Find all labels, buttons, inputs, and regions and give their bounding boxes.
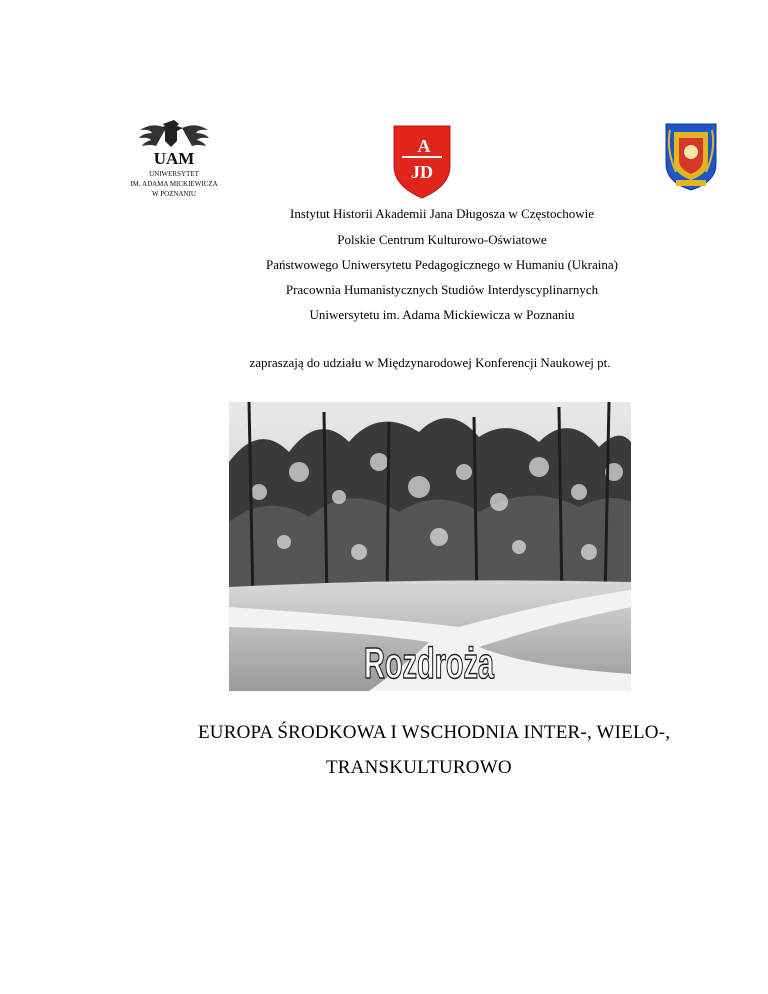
ajd-shield-logo: [392, 124, 452, 200]
uam-letters: UAM: [153, 149, 195, 168]
university-crest-icon: [664, 120, 718, 192]
institution-line-4: Pracownia Humanistycznych Studiów Interdyscyplinarnych: [285, 282, 599, 297]
photo-caption: Rozdroża: [364, 639, 495, 688]
conference-title-line-1: EUROPA ŚRODKOWA I WSCHODNIA INTER-, WIELO-,: [198, 722, 671, 743]
ajd-bottom-letters: JD: [411, 162, 433, 182]
uam-line3: W POZNANIU: [151, 190, 197, 198]
conference-title-line-2: TRANSKULTUROWO: [326, 757, 512, 778]
invitation-text: zapraszają do udziału w Międzynarodowej Konferencji Naukowej pt.: [249, 355, 611, 370]
uam-line1: UNIWERSYTET: [149, 170, 199, 178]
institution-line-3: Państwowego Uniwersytetu Pedagogicznego w Humaniu (Ukraina): [266, 257, 618, 272]
crossroads-photo: [229, 402, 631, 691]
institution-line-5: Uniwersytetu im. Adama Mickiewicza w Poznaniu: [309, 307, 575, 322]
institution-line-2: Polskie Centrum Kulturowo-Oświatowe: [337, 232, 547, 247]
uam-line2: IM. ADAMA MICKIEWICZA: [130, 180, 218, 188]
institution-line-1: Instytut Historii Akademii Jana Długosza w Częstochowie: [289, 206, 594, 221]
eagle-icon: [139, 120, 209, 147]
uam-logo: [126, 116, 222, 202]
ajd-top-letter: A: [417, 136, 431, 156]
